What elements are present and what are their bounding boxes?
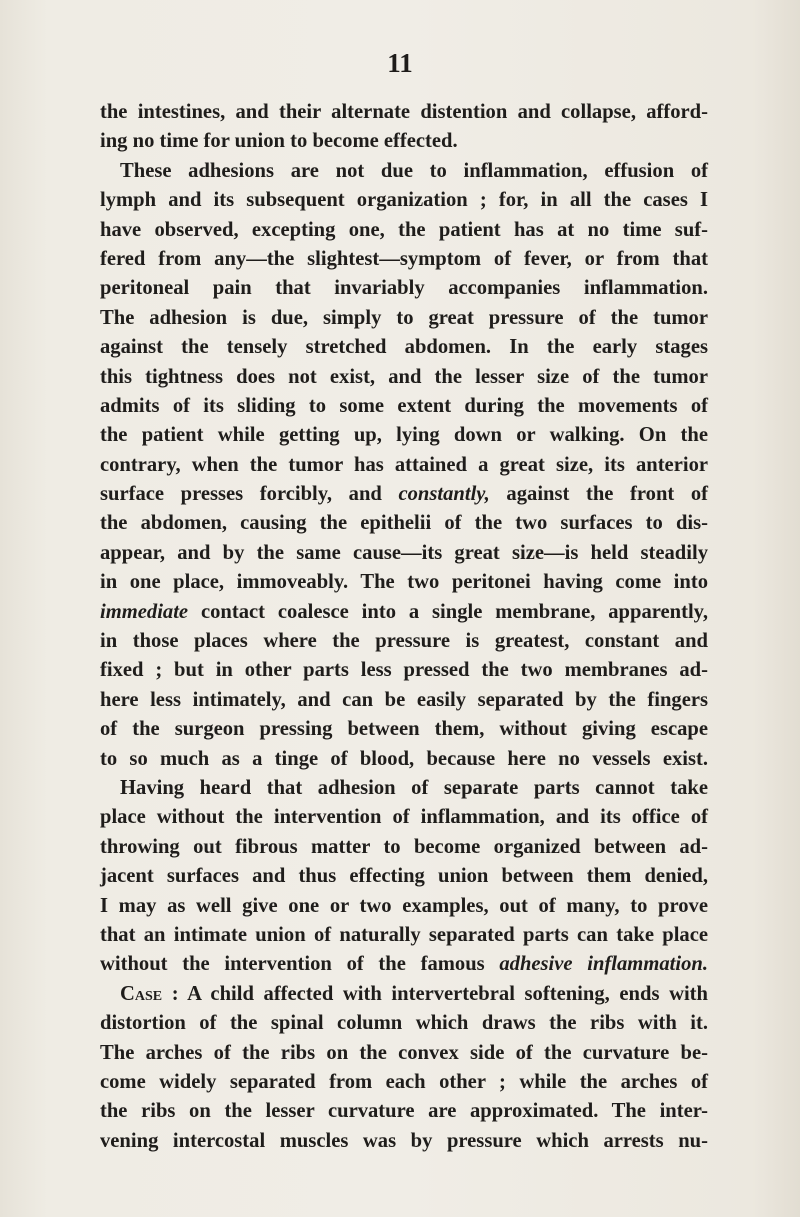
- text-line: jacent surfaces and thus effecting union between them denied,: [100, 865, 708, 888]
- italic-immediate: immediate: [100, 600, 189, 623]
- text-line-with-italic: [100, 598, 708, 627]
- text-line: the intestines, and their alternate distention and collapse, afford-: [100, 101, 708, 123]
- text-line: vening intercostal muscles was by pressure which arrests nu-: [100, 1129, 708, 1152]
- text-line: peritoneal pain that invariably accompanies inflammation.: [100, 277, 708, 300]
- text-line: against the tensely stretched abdomen. In the early stages: [100, 336, 708, 359]
- text-line: throwing out fibrous matter to become organized between ad-: [100, 835, 708, 858]
- text-line: the abdomen, causing the epithelii of the two surfaces to dis-: [100, 512, 708, 535]
- text-line: in those places where the pressure is greatest, constant and: [100, 630, 708, 653]
- text-line: the ribs on the lesser curvature are approximated. The inter-: [100, 1100, 708, 1123]
- text-line: admits of its sliding to some extent during the movements of: [100, 394, 708, 417]
- italic-constantly: constantly,: [398, 483, 490, 506]
- text-line: to so much as a tinge of blood, because here no vessels exist.: [100, 747, 708, 770]
- text-line: that an intimate union of naturally separated parts can take place: [100, 923, 708, 946]
- text-line: in one place, immoveably. The two peritonei having come into: [100, 571, 708, 594]
- text-line: appear, and by the same cause—its great size—is held steadily: [100, 541, 708, 564]
- text-line: distortion of the spinal column which draws the ribs with it.: [100, 1012, 708, 1035]
- text-line: The adhesion is due, simply to great pressure of the tumor: [100, 306, 708, 329]
- text-line-with-italic: [100, 480, 708, 509]
- page-number: 11: [387, 48, 413, 78]
- text-line: place without the intervention of inflammation, and its office of: [100, 806, 708, 829]
- text-fragment: against the front of: [489, 483, 709, 506]
- body-text: [100, 98, 708, 1156]
- text-line: These adhesions are not due to inflammation, effusion of: [120, 159, 708, 182]
- text-fragment: : A child affected with intervertebral softening, ends with: [162, 982, 708, 1005]
- text-line-with-italic: [100, 950, 708, 979]
- text-line: ing no time for union to become effected.: [100, 130, 458, 153]
- text-line: fered from any—the slightest—symptom of fever, or from that: [100, 247, 708, 270]
- text-line: contrary, when the tumor has attained a great size, its anterior: [100, 453, 708, 476]
- text-line: of the surgeon pressing between them, without giving escape: [100, 718, 708, 741]
- text-line: lymph and its subsequent organization ; for, in all the cases I: [100, 189, 708, 212]
- text-line: come widely separated from each other ; while the arches of: [100, 1070, 708, 1093]
- text-fragment: contact coalesce into a single membrane, apparently,: [188, 600, 708, 623]
- text-line: here less intimately, and can be easily separated by the fingers: [100, 688, 708, 711]
- text-fragment: surface presses forcibly, and: [100, 483, 399, 506]
- text-line: Having heard that adhesion of separate parts cannot take: [120, 776, 708, 799]
- case-label: Case: [120, 982, 163, 1005]
- text-fragment: without the intervention of the famous: [100, 953, 500, 976]
- text-line-case: [100, 980, 708, 1009]
- text-line: this tightness does not exist, and the lesser size of the tumor: [100, 365, 708, 388]
- text-line: I may as well give one or two examples, out of many, to prove: [100, 894, 708, 917]
- text-line: The arches of the ribs on the convex side of the curvature be-: [100, 1041, 708, 1064]
- text-line: the patient while getting up, lying down or walking. On the: [100, 424, 708, 447]
- text-line: have observed, excepting one, the patient has at no time suf-: [100, 218, 708, 241]
- italic-adhesive-inflammation: adhesive inflammation.: [499, 953, 708, 976]
- text-line: fixed ; but in other parts less pressed the two membranes ad-: [100, 659, 708, 682]
